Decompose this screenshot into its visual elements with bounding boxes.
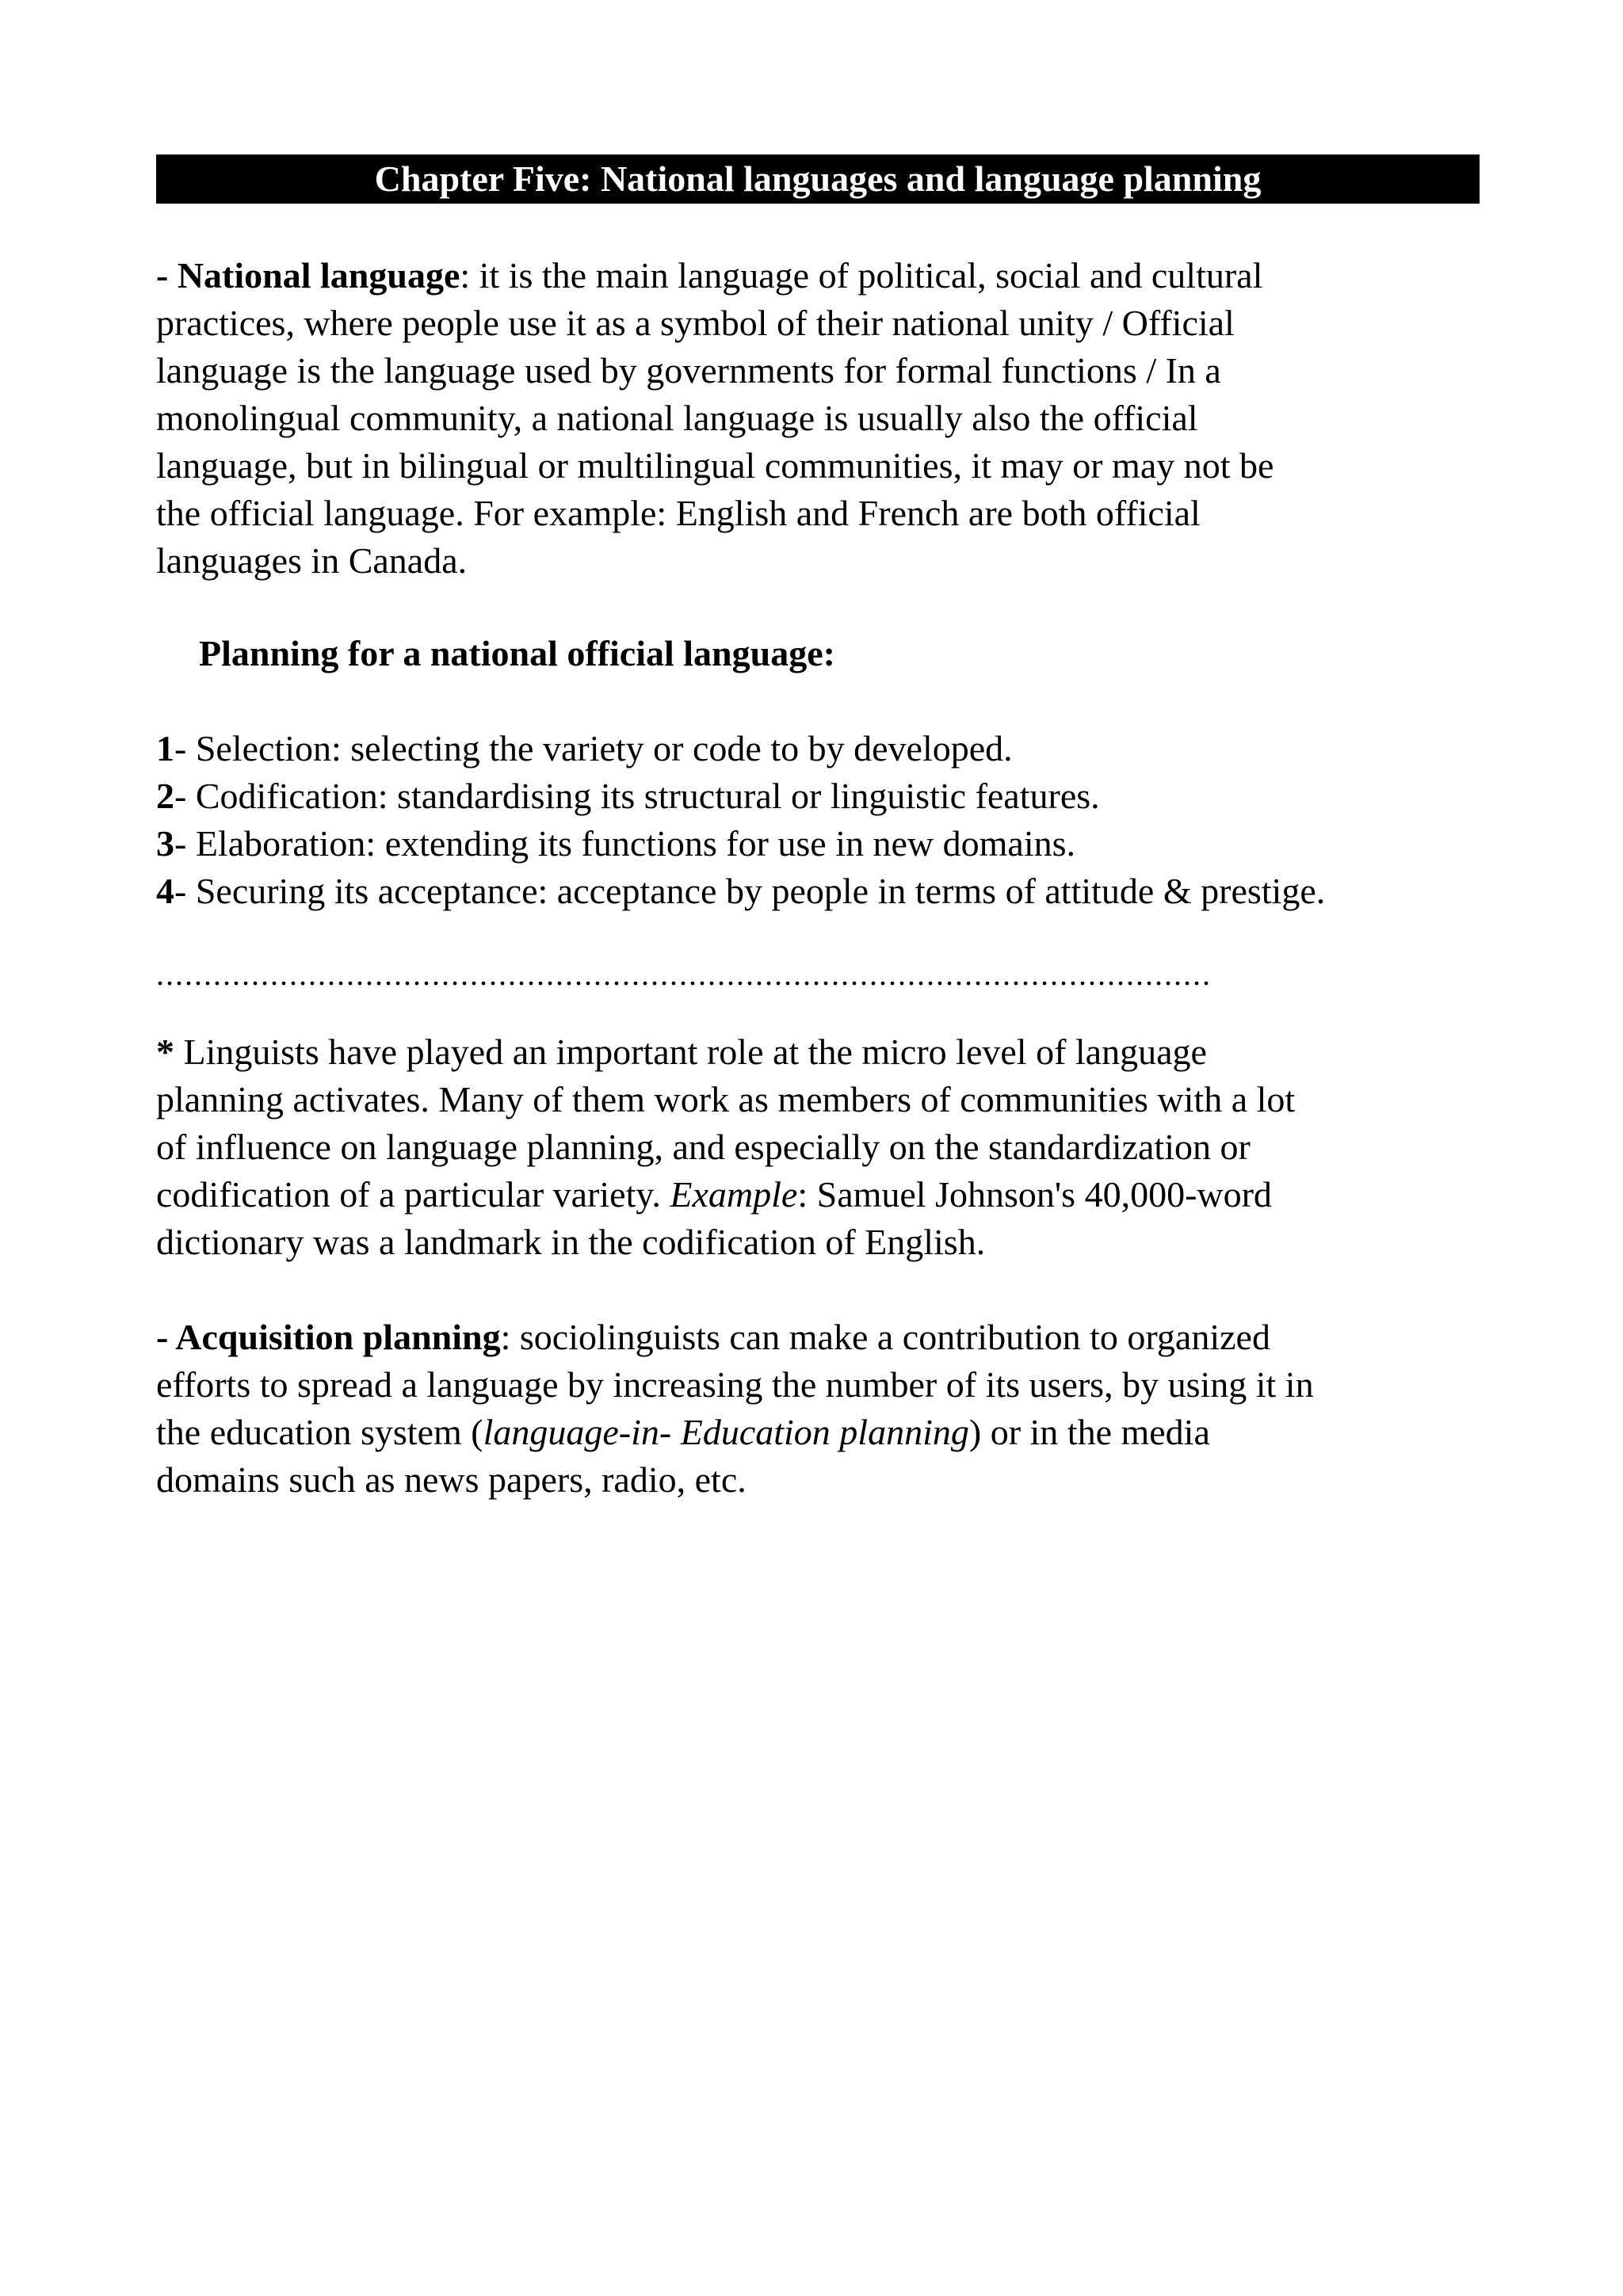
linguists-line: dictionary was a landmark in the codification of English. <box>156 1222 986 1262</box>
national-language-paragraph <box>156 252 1503 585</box>
national-language-line: : it is the main language of political, social and cultural <box>460 255 1263 296</box>
national-language-line: language, but in bilingual or multilingual communities, it may or may not be <box>156 445 1274 486</box>
acquisition-line: domains such as news papers, radio, etc. <box>156 1459 747 1500</box>
chapter-title: Chapter Five: National languages and language planning <box>156 154 1480 204</box>
planning-heading: Planning for a national official language: <box>199 633 835 673</box>
national-language-line: languages in Canada. <box>156 540 468 581</box>
linguists-line: planning activates. Many of them work as members of communities with a lot <box>156 1079 1296 1119</box>
national-language-line: the official language. For example: English and French are both official <box>156 493 1201 533</box>
linguists-line: of influence on language planning, and especially on the standardization or <box>156 1127 1251 1167</box>
list-item: 2- Codification: standardising its structural or linguistic features. <box>156 776 1100 816</box>
national-language-line: practices, where people use it as a symbol of their national unity / Official <box>156 303 1235 343</box>
acquisition-paragraph: - Acquisition planning: sociolinguists can make a contribution to organized efforts to spread a language by increasing the number of its users, by using it in the education system (language-in- Education planning) or in the media domains such as news papers, radio, etc. <box>156 1314 1503 1504</box>
acquisition-line: the education system (language-in- Education planning) or in the media <box>156 1412 1210 1452</box>
acquisition-line: efforts to spread a language by increasing the number of its users, by using it in <box>156 1364 1314 1405</box>
acquisition-term: - Acquisition planning <box>156 1317 501 1357</box>
example-label: Example <box>670 1174 798 1215</box>
list-item: 1- Selection: selecting the variety or code to by developed. <box>156 728 1013 769</box>
dotted-separator: ............................................................................................................... <box>156 956 1212 992</box>
national-language-line: monolingual community, a national language is usually also the official <box>156 398 1198 438</box>
national-language-term: - National language <box>156 255 460 296</box>
list-item: 3- Elaboration: extending its functions for use in new domains. <box>156 823 1075 864</box>
italic-term: language-in- Education planning <box>483 1412 969 1452</box>
national-language-line: language is the language used by governments for formal functions / In a <box>156 350 1221 391</box>
linguists-paragraph: * Linguists have played an important role at the micro level of language planning activates. Many of them work as members of communities with a lot of influence on language planning, and especially on the standardization or codification of a particular variety. Example: Samuel Johnson's 40,000-word dictionary was a landmark in the codification of English. <box>156 1028 1503 1266</box>
planning-list <box>156 725 1503 915</box>
list-item: 4- Securing its acceptance: acceptance by people in terms of attitude & prestige. <box>156 871 1326 911</box>
asterisk-marker: * <box>156 1032 174 1072</box>
linguists-line: codification of a particular variety. Example: Samuel Johnson's 40,000-word <box>156 1174 1272 1215</box>
